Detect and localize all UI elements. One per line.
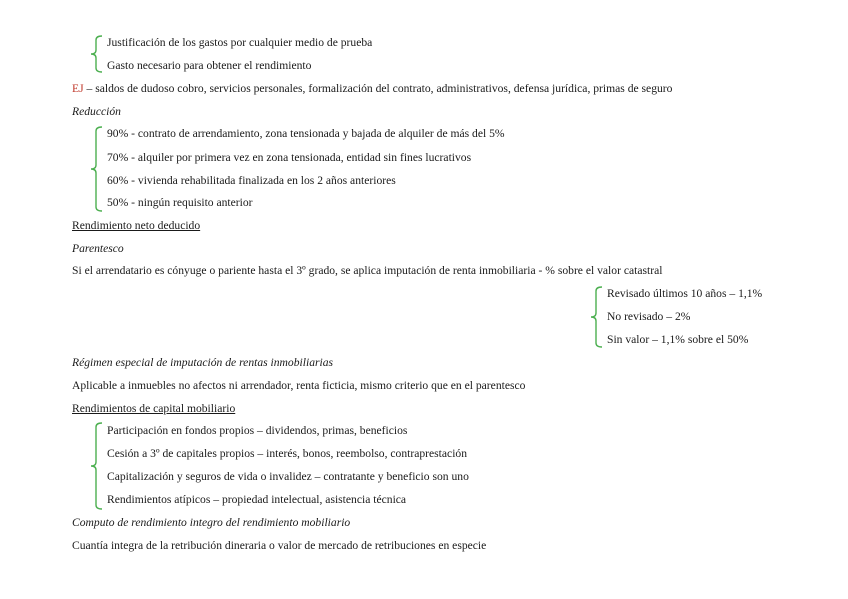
- ej-text: – saldos de dudoso cobro, servicios personales, formalización del contrato, administrativos, defensa jurídica, primas de seguro: [83, 82, 673, 95]
- ej-label: EJ: [72, 82, 84, 95]
- brace-parentesco: [590, 286, 604, 348]
- regimen-heading: Régimen especial de imputación de rentas inmobiliarias: [72, 356, 334, 369]
- brace-gastos: [90, 35, 104, 73]
- reduccion-item: 90% - contrato de arrendamiento, zona tensionada y bajada de alquiler de más del 5%: [107, 127, 505, 140]
- gastos-item: Justificación de los gastos por cualquier medio de prueba: [107, 36, 373, 49]
- parentesco-item: Revisado últimos 10 años – 1,1%: [607, 287, 763, 300]
- computo-text: Cuantía integra de la retribución dineraria o valor de mercado de retribuciones en especie: [72, 539, 487, 552]
- brace-capital-mobiliario: [90, 422, 104, 510]
- computo-heading: Computo de rendimiento integro del rendimiento mobiliario: [72, 516, 351, 529]
- gastos-item: Gasto necesario para obtener el rendimiento: [107, 59, 312, 72]
- reduccion-item: 60% - vivienda rehabilitada finalizada en los 2 años anteriores: [107, 174, 396, 187]
- parentesco-item: No revisado – 2%: [607, 310, 691, 323]
- ej-line: [72, 82, 672, 96]
- capital-mobiliario-item: Capitalización y seguros de vida o invalidez – contratante y beneficio son uno: [107, 470, 469, 483]
- reduccion-item: 70% - alquiler por primera vez en zona tensionada, entidad sin fines lucrativos: [107, 151, 472, 164]
- parentesco-item: Sin valor – 1,1% sobre el 50%: [607, 333, 749, 346]
- brace-reduccion: [90, 126, 104, 212]
- parentesco-heading: Parentesco: [72, 242, 124, 255]
- capital-mobiliario-item: Participación en fondos propios – dividendos, primas, beneficios: [107, 424, 408, 437]
- reduccion-item: 50% - ningún requisito anterior: [107, 196, 253, 209]
- parentesco-text: Si el arrendatario es cónyuge o pariente hasta el 3º grado, se aplica imputación de renta inmobiliaria - % sobre el valor catastral: [72, 264, 663, 277]
- capital-mobiliario-heading: Rendimientos de capital mobiliario: [72, 402, 236, 415]
- capital-mobiliario-item: Cesión a 3º de capitales propios – interés, bonos, reembolso, contraprestación: [107, 447, 468, 460]
- regimen-text: Aplicable a inmuebles no afectos ni arrendador, renta ficticia, mismo criterio que en el parentesco: [72, 379, 526, 392]
- capital-mobiliario-item: Rendimientos atípicos – propiedad intelectual, asistencia técnica: [107, 493, 407, 506]
- rendimiento-neto-heading: Rendimiento neto deducido: [72, 219, 201, 232]
- reduccion-heading: Reducción: [72, 105, 121, 118]
